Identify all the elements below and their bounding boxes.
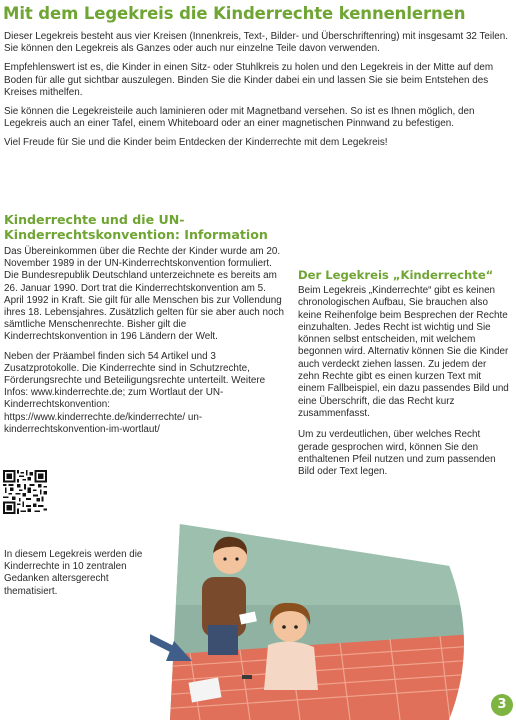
intro-section: [4, 31, 510, 157]
qr-code-icon[interactable]: [3, 470, 47, 514]
intro-paragraph: Empfehlenswert ist es, die Kinder in einen Sitz- oder Stuhlkreis zu holen und den Legekreis in der Mitte auf dem Boden für alle gut sichtbar auszulegen. Binden Sie die Kinder dabei ein und lassen Sie sie beim Entstehen des Kreises mithelfen.: [4, 62, 494, 98]
legekreis-illustration: [150, 515, 500, 720]
legekreis-heading: Der Legekreis „Kinderrechte“: [298, 268, 494, 282]
info-paragraph: Das Übereinkommen über die Rechte der Kinder wurde am 20. November 1989 in der UN-Kinderrechtskonvention formuliert. Die Bundesrepublik Deutschland unterzeichnete es bereits am 26. Januar 1990. Dort trat die Kinderrechtskonvention am 5. April 1992 in Kraft. Sie gilt für alle Menschen bis zur Vollendung ihres 18. Lebensjahres. Zusätzlich gelten für sie aber auch noch sämtliche Menschenrechte. Bisher gilt die Kinderrechtskonvention in 196 Ländern der Welt.: [4, 246, 284, 343]
info-column: [4, 246, 284, 443]
legekreis-column: [298, 285, 510, 487]
info-heading: Kinderrechte und die UN-Kinderrechtskonvention: Information: [4, 212, 268, 242]
legekreis-paragraph: Um zu verdeutlichen, über welches Recht gerade gesprochen wird, können Sie den enthaltenen Pfeil nutzen und zum passenden Bild oder Text legen.: [298, 429, 496, 478]
intro-paragraph: Sie können die Legekreisteile auch laminieren oder mit Magnetband versehen. So ist es Ihnen möglich, den Legekreis auch an einer Tafel, einem Whiteboard oder an einer magnetischen Pinnwand zu befestigen.: [4, 106, 475, 130]
page-title: Mit dem Legekreis die Kinderrechte kennenlernen: [3, 4, 466, 23]
legekreis-caption: In diesem Legekreis werden die Kinderrechte in 10 zentralen Gedanken altersgerecht thematisiert.: [4, 549, 143, 597]
intro-paragraph: Viel Freude für Sie und die Kinder beim Entdecken der Kinderrechte mit dem Legekreis!: [4, 137, 388, 149]
legekreis-paragraph: Beim Legekreis „Kinderrechte“ gibt es keinen chronologischen Aufbau, Sie brauchen also keine Reihenfolge beim Besprechen der Rechte einzuhalten. Jedes Recht ist wichtig und Sie können selbst entscheiden, mit welchem begonnen wird. Alternativ können Sie die Kinder auch verdeckt ziehen lassen. Zu jedem der zehn Rechte gibt es einen kurzen Text mit einem Fallbeispiel, ein dazu passendes Bild und eine Überschrift, die das Recht kurz zusammenfasst.: [298, 285, 509, 419]
page-number-badge: 3: [491, 694, 513, 716]
intro-paragraph: Dieser Legekreis besteht aus vier Kreisen (Innenkreis, Text-, Bilder- und Überschriftenring) mit insgesamt 32 Teilen. Sie können den Legekreis als Ganzes oder auch nur einzelne Teile davon verwenden.: [4, 31, 509, 55]
info-paragraph: Neben der Präambel finden sich 54 Artikel und 3 Zusatzprotokolle. Die Kinderrechte sind in Schutzrechte, Förderungsrechte und Beteiligungsrechte unterteilt. Weitere Infos: www.kinderrechte.de; zum Wortlaut der UN-Kinderrechtskonvention: https://www.kinderrechte.de/kinderrechte/ un-kinderrechtskonvention-im-wortlaut/: [4, 350, 266, 435]
